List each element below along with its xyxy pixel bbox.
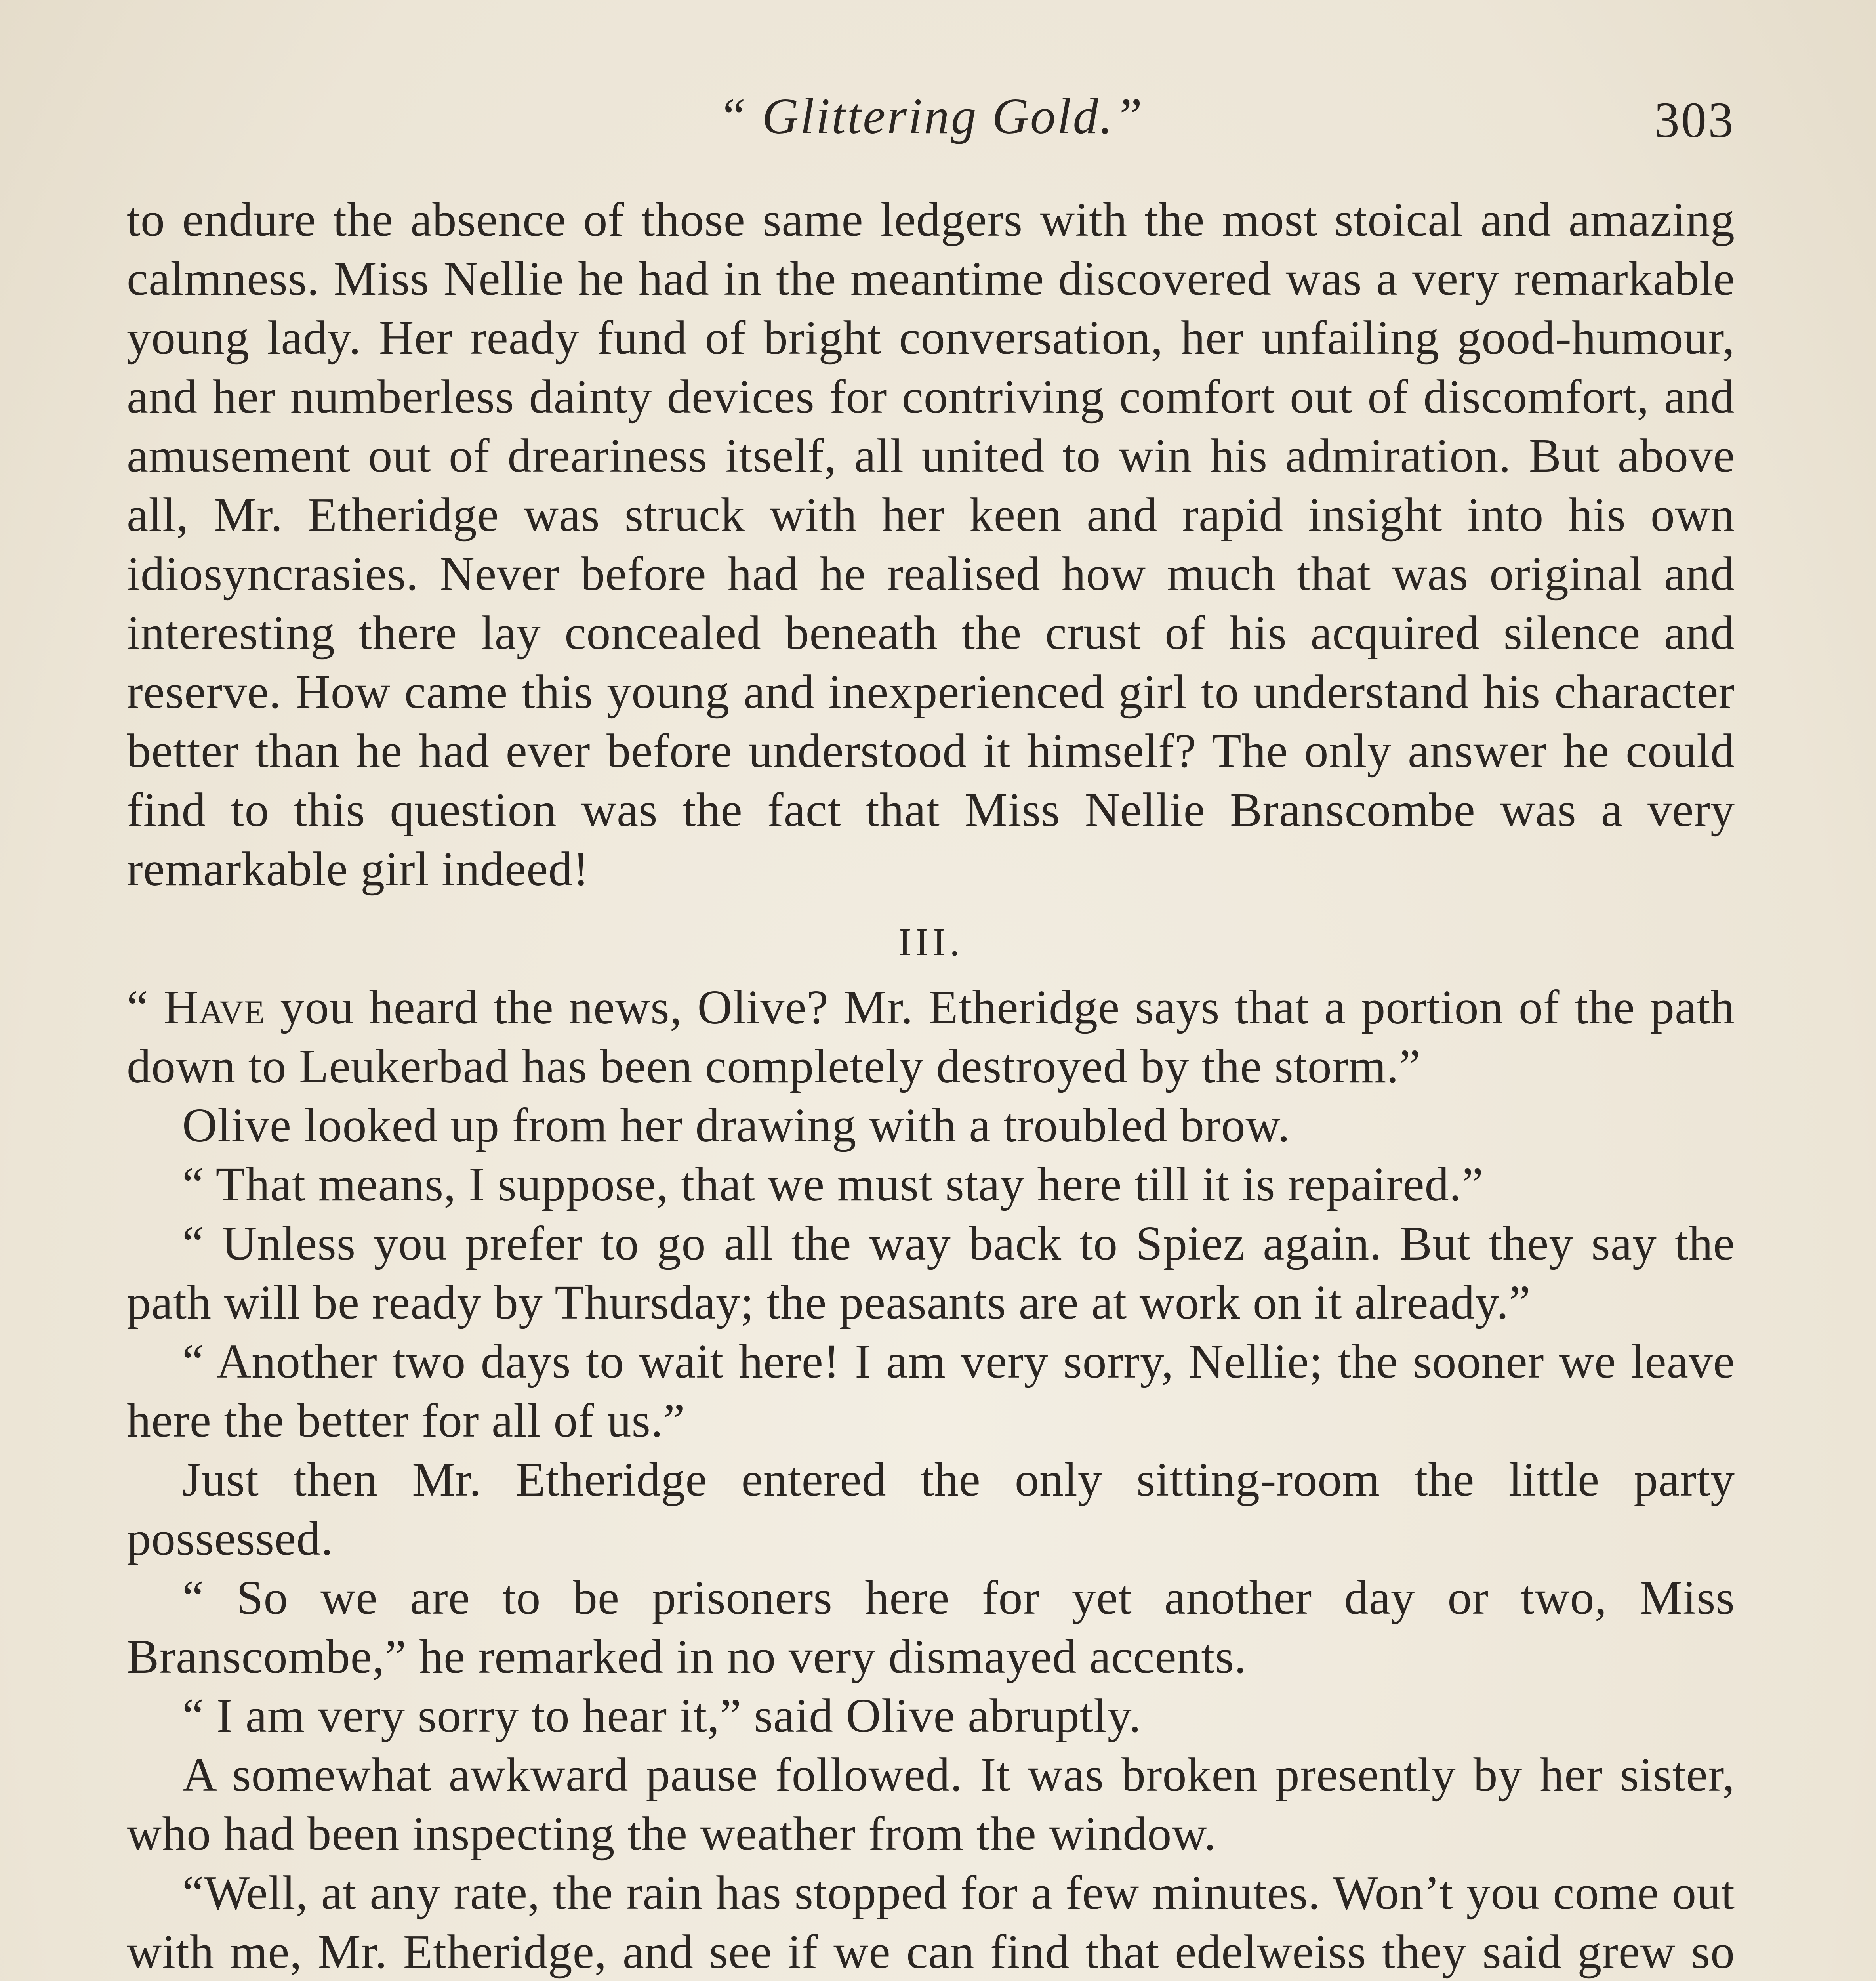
paragraph: “ So we are to be prisoners here for yet another day or two, Miss Branscombe,” he remarked in no very dismayed accents. [127,1571,1735,1683]
open-quote: “ [127,981,164,1034]
first-word: Have [164,981,265,1034]
paragraph: “ Unless you prefer to go all the way back to Spiez again. But they say the path will be ready by Thursday; the peasants are at work on it already.” [127,1217,1735,1329]
paragraph: “ Another two days to wait here! I am very sorry, Nellie; the sooner we leave here the better for all of us.” [127,1335,1735,1447]
paragraph [127,978,1735,1096]
paragraph: “Well, at any rate, the rain has stopped for a few minutes. Won’t you come out with me, Mr. Etheridge, and see if we can find that edelweiss they said grew so [127,1866,1735,1979]
paragraph: “ That means, I suppose, that we must stay here till it is repaired.” [182,1158,1484,1211]
body-text [127,190,1735,1981]
running-title: “ Glittering Gold.” [718,88,1144,144]
paragraph: Olive looked up from her drawing with a troubled brow. [182,1099,1291,1152]
paragraph-text: you heard the news, Olive? Mr. Etheridge says that a portion of the path down to Leukerbad has been completely destroyed by the storm.” [127,981,1735,1093]
page-header [127,75,1735,155]
section-number: III. [898,920,964,964]
paragraph: “ I am very sorry to hear it,” said Olive abruptly. [182,1689,1142,1742]
paragraph: A somewhat awkward pause followed. It was broken presently by her sister, who had been inspecting the weather from the window. [127,1748,1735,1861]
page-number: 303 [1654,92,1735,148]
paragraph: to endure the absence of those same ledgers with the most stoical and amazing calmness. Miss Nellie he had in the meantime discovered was a very remarkable young lady. Her ready fund of bright conversation, her unfailing good-humour, and her numberless dainty devices for contriving comfort out of discomfort, and amusement out of dreariness itself, all united to win his admiration. But above all, Mr. Etheridge was struck with her keen and rapid insight into his own idiosyncrasies. Never before had he realised how much that was original and interesting there lay concealed beneath the crust of his acquired silence and reserve. How came this young and inexperienced girl to understand his character better than he had ever before understood it himself? The only answer he could find to this question was the fact that Miss Nellie Branscombe was a very remarkable girl indeed! [127,193,1735,896]
paragraph: Just then Mr. Etheridge entered the only sitting-room the little party possessed. [127,1453,1735,1565]
